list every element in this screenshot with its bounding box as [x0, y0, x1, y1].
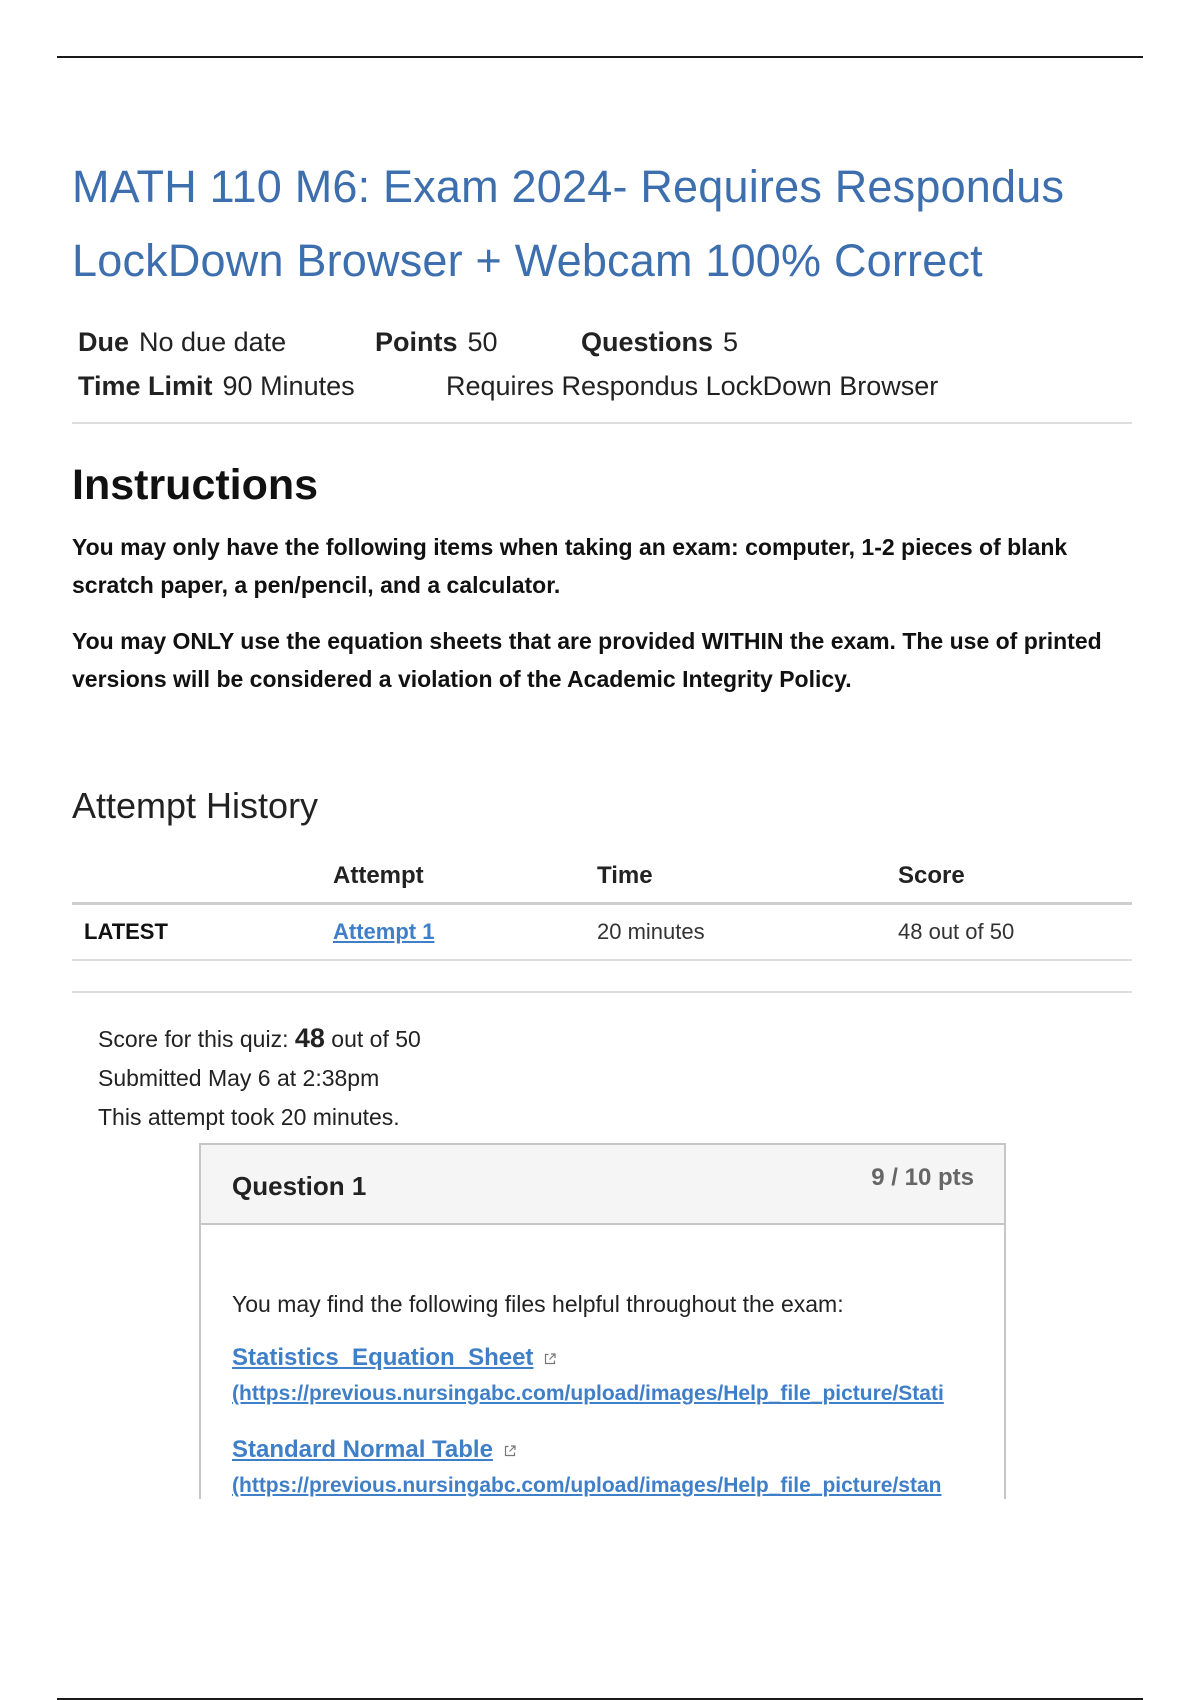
- external-link-icon[interactable]: [543, 1345, 557, 1372]
- question-points: 9 / 10 pts: [871, 1164, 974, 1191]
- attempt-history-heading: Attempt History: [72, 785, 319, 826]
- attempt-time: 20 minutes: [585, 904, 886, 961]
- external-link-icon[interactable]: [503, 1437, 517, 1464]
- lockdown-requirement: Requires Respondus LockDown Browser: [446, 371, 939, 401]
- attempt-status: LATEST: [72, 904, 321, 961]
- question-header: [201, 1145, 1004, 1225]
- quiz-score-line: [98, 1019, 1132, 1059]
- statistics-equation-sheet-link[interactable]: Statistics_Equation_Sheet: [232, 1344, 534, 1371]
- question-body: [201, 1225, 1004, 1499]
- meta-divider: [72, 422, 1132, 424]
- section-divider: [72, 991, 1132, 993]
- column-header-time: Time: [585, 854, 886, 904]
- attempt-score: 48 out of 50: [886, 904, 1132, 961]
- attempt-duration: This attempt took 20 minutes.: [98, 1104, 400, 1130]
- column-header-status: [72, 854, 321, 904]
- statistics-equation-sheet-url[interactable]: (https://previous.nursingabc.com/upload/images/Help_file_picture/Stati: [232, 1382, 944, 1405]
- column-header-score: Score: [886, 854, 1132, 904]
- submitted-timestamp: Submitted May 6 at 2:38pm: [98, 1065, 380, 1091]
- quiz-title-line-2: LockDown Browser + Webcam 100% Correct: [72, 235, 983, 286]
- question-intro: You may find the following files helpful throughout the exam:: [232, 1291, 844, 1317]
- file-entry-normal-table: [232, 1431, 974, 1499]
- points-value: 50: [467, 327, 498, 357]
- attempt-1-link[interactable]: Attempt 1: [333, 919, 435, 944]
- question-card: [199, 1143, 1006, 1499]
- quiz-title: [72, 150, 1132, 298]
- attempts-header-row: [72, 854, 1132, 904]
- instruction-paragraph-1: You may only have the following items when taking an exam: computer, 1-2 pieces of blank scratch paper, a pen/pencil, and a calculator.: [72, 534, 1068, 598]
- instructions-heading: Instructions: [72, 461, 319, 509]
- quiz-meta: [72, 320, 1132, 408]
- page-top-rule: [57, 56, 1143, 58]
- questions-label: Questions: [581, 327, 714, 357]
- column-header-attempt: Attempt: [321, 854, 585, 904]
- attempts-table: [72, 854, 1132, 961]
- points-label: Points: [375, 327, 458, 357]
- table-row: [72, 904, 1132, 961]
- questions-value: 5: [723, 327, 739, 357]
- quiz-meta-row-1: [78, 320, 1132, 364]
- instruction-paragraph-2: You may ONLY use the equation sheets that are provided WITHIN the exam. The use of printed versions will be considered a violation of the Academic Integrity Policy.: [72, 628, 1102, 692]
- questions-item: [581, 320, 738, 364]
- question-title: Question 1: [232, 1171, 367, 1201]
- file-entry-statistics: [232, 1339, 974, 1411]
- due-value: No due date: [139, 327, 287, 357]
- score-prefix: Score for this quiz:: [98, 1026, 289, 1052]
- standard-normal-table-link[interactable]: Standard Normal Table: [232, 1436, 493, 1463]
- due-label: Due: [78, 327, 130, 357]
- standard-normal-table-url[interactable]: (https://previous.nursingabc.com/upload/images/Help_file_picture/stan: [232, 1474, 942, 1497]
- due-item: [78, 320, 375, 364]
- time-limit-label: Time Limit: [78, 371, 213, 401]
- time-limit-value: 90 Minutes: [222, 371, 355, 401]
- quiz-meta-row-2: [78, 364, 1132, 408]
- quiz-title-line-1: MATH 110 M6: Exam 2024- Requires Respondus: [72, 161, 1065, 212]
- time-limit-item: [78, 364, 446, 408]
- quiz-content: [72, 150, 1132, 1137]
- score-suffix: out of 50: [331, 1026, 421, 1052]
- attempt-cell: [321, 904, 585, 961]
- score-value: 48: [294, 1023, 325, 1053]
- points-item: [375, 320, 581, 364]
- quiz-summary: [72, 1019, 1132, 1137]
